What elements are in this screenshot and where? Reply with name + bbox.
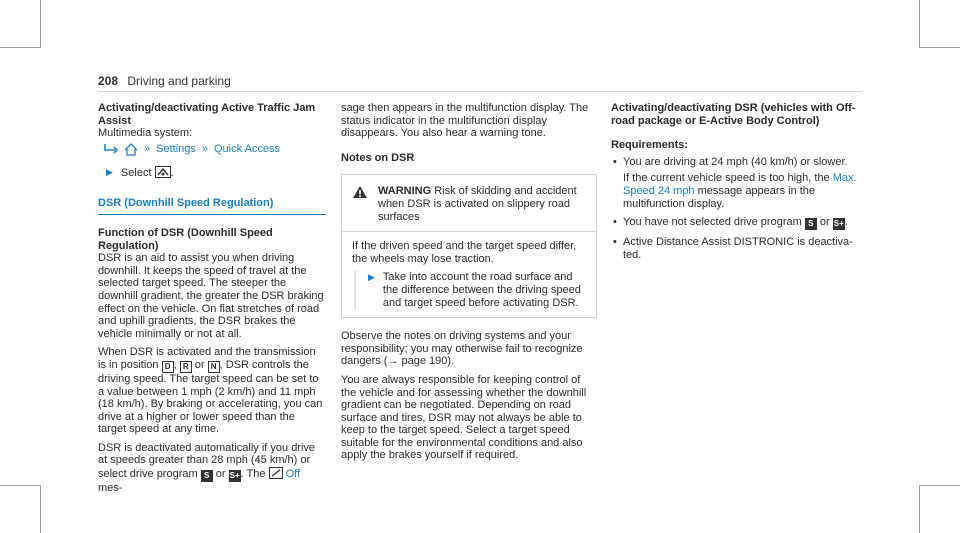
crop-mark xyxy=(0,485,41,486)
paragraph: Observe the notes on driving systems and your responsibility; you may otherwise fail to recognize dangers (→ page 190). xyxy=(341,330,583,368)
step-arrow-icon: ▶ xyxy=(368,272,375,283)
header-divider xyxy=(98,91,862,92)
page-number: 208 xyxy=(98,74,119,88)
list-item xyxy=(611,236,863,261)
instruction-step: ▶ Select . xyxy=(106,166,174,179)
subsection-heading: Function of DSR (Downhill Speed Regulation) xyxy=(98,226,273,252)
section-heading: Activating/deactivating Active Traffic Jam Assist xyxy=(98,102,316,127)
crop-mark xyxy=(919,47,960,48)
off-message: Off xyxy=(285,468,301,481)
subsection-heading: Notes on DSR xyxy=(341,151,415,164)
list-item xyxy=(611,216,863,230)
crop-mark xyxy=(919,485,960,486)
double-chevron-icon: » xyxy=(201,142,208,155)
list-item xyxy=(611,156,863,210)
section-title-dsr: DSR (Downhill Speed Regulation) xyxy=(98,197,326,215)
home-icon[interactable] xyxy=(124,143,138,156)
note-text: message appears in the multifunction display. xyxy=(623,184,816,210)
drive-program-s-plus-icon: S+ xyxy=(229,471,240,481)
comma: , xyxy=(173,358,177,371)
paragraph: sage then appears in the multifunction display. The status indicator in the multifunction display disappears. You also hear a warning tone. xyxy=(341,102,589,140)
paragraph-text: DSR is deactivated automatically if you drive at speeds greater than 28 mph (45 km/h) or select drive program xyxy=(98,441,316,481)
crop-mark xyxy=(0,47,41,48)
drive-program-s-plus-icon: S+ xyxy=(833,219,844,229)
list-item-text: You are driving at 24 mph (40 km/h) or slower. xyxy=(623,155,848,168)
max-speed-message: Max. Speed 24 mph xyxy=(623,172,857,197)
menu-path xyxy=(104,143,326,156)
list-item-text: Active Distance Assist DISTRONIC is deactiva-ted. xyxy=(623,236,853,261)
paragraph: DSR is an aid to assist you when driving downhill. It keeps the speed of travel at the selected target speed. The steeper the downhill gradient, the greater the DSR braking effect on the vehicle. On flat stretches of road and uphill gradients, the DSR brakes the vehicle minimally or not at all. xyxy=(98,252,324,340)
double-chevron-icon: » xyxy=(144,142,151,155)
list-item-note xyxy=(623,172,863,210)
or-text: or xyxy=(194,358,205,371)
crop-mark xyxy=(919,0,920,48)
section-heading: Activating/deactivating DSR (vehicles with Off-road package or E-Active Body Control) xyxy=(611,102,856,127)
quick-access-link[interactable]: Quick Access xyxy=(214,142,281,155)
paragraph: You are always responsible for keeping control of the vehicle and for assessing whether the downhill gradient can be negotiated. Depending on road surface and tires, DSR may not always be able to keep to the target speed. Select a target speed suitable for the environmental conditions and also apply the brakes yourself if required. xyxy=(341,373,587,462)
note-text: If the current vehicle speed is too high, the xyxy=(623,172,830,185)
warning-triangle-icon xyxy=(352,185,368,199)
or-text: or xyxy=(819,216,830,229)
crop-mark xyxy=(40,0,41,48)
paragraph-text: , DSR controls the driving speed. The target speed can be set to a value between 1 mph (2 km/h) and 11 mph (18 km/h). By braking or accelerating, you can drive at a higher or lower speed than the target speed at any time. xyxy=(98,358,323,436)
warning-step-block xyxy=(354,271,586,309)
requirements-list xyxy=(611,156,863,262)
paragraph xyxy=(98,346,326,436)
warning-box xyxy=(341,174,597,318)
step-text: Select xyxy=(120,166,152,179)
drive-program-s-icon: S xyxy=(201,470,213,482)
paragraph-text: . The xyxy=(240,468,266,481)
dsr-display-icon xyxy=(269,467,283,479)
list-item-text: You have not selected drive program xyxy=(623,216,802,229)
step-arrow-icon: ▶ xyxy=(106,166,113,177)
warning-detail: If the driven speed and the target speed differ, the wheels may lose traction. xyxy=(352,240,577,265)
warning-label: WARNING xyxy=(378,185,432,198)
gear-r-icon: R xyxy=(180,361,192,373)
paragraph-text: mes- xyxy=(98,482,123,495)
or-text: or xyxy=(215,468,226,481)
crop-mark xyxy=(919,485,920,533)
settings-link[interactable]: Settings xyxy=(156,142,196,155)
period: . xyxy=(844,216,848,229)
left-column xyxy=(98,102,326,501)
paragraph-text: When DSR is activated and the transmission is in position xyxy=(98,346,316,371)
warning-text: Risk of skidding and accident when DSR is activated on slippery road surfaces xyxy=(378,185,577,223)
traffic-jam-assist-icon[interactable] xyxy=(155,166,171,178)
page-header xyxy=(98,74,231,88)
requirements-heading: Requirements: xyxy=(611,139,689,152)
crop-mark xyxy=(40,485,41,533)
warning-divider xyxy=(342,231,596,232)
right-column xyxy=(611,102,863,267)
step-text: Take into account the road surface and the difference between the driving speed and target speed before activating DSR. xyxy=(382,271,581,309)
intro-text: Multimedia system: xyxy=(98,127,193,140)
instruction-step xyxy=(368,271,586,309)
gear-n-icon: N xyxy=(208,361,220,373)
gear-d-icon: D xyxy=(162,361,174,373)
arrow-bend-icon xyxy=(104,144,118,154)
chapter-title: Driving and parking xyxy=(127,74,231,88)
paragraph xyxy=(98,442,326,495)
drive-program-s-icon: S xyxy=(805,218,817,230)
middle-column xyxy=(341,102,597,468)
